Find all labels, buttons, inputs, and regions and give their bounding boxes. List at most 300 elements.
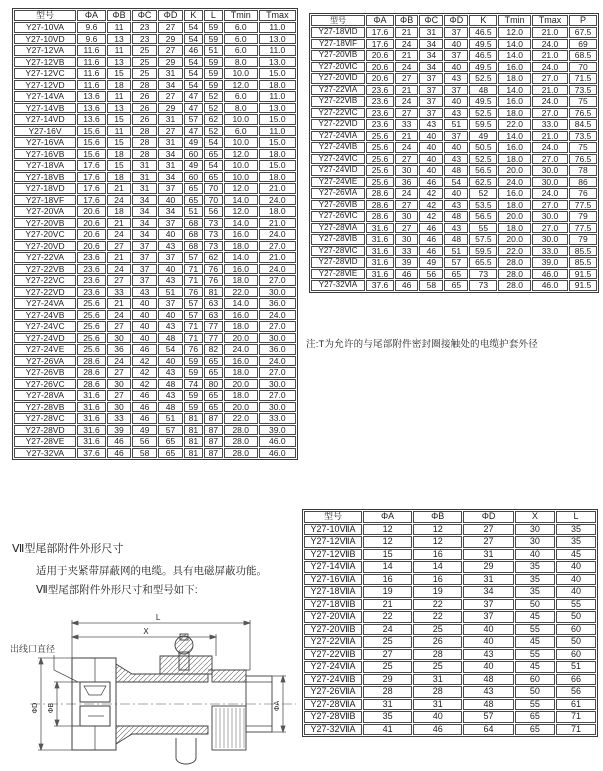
value-cell: 13.0 — [259, 57, 296, 68]
table-row — [14, 218, 296, 229]
value-cell: 54 — [184, 57, 203, 68]
value-cell: 37.6 — [366, 280, 394, 291]
model-cell: Y27-24ⅥA — [311, 131, 365, 142]
value-cell: 36 — [395, 177, 418, 188]
value-cell: 22.0 — [498, 246, 531, 257]
value-cell: 40 — [556, 586, 596, 598]
value-cell: 12.0 — [224, 183, 258, 194]
value-cell: 23.6 — [366, 119, 394, 130]
value-cell: 18 — [107, 149, 131, 160]
value-cell: 59 — [184, 367, 203, 378]
value-cell: 16.0 — [498, 96, 531, 107]
value-cell: 85.5 — [569, 257, 597, 268]
table-row — [304, 524, 596, 536]
model-cell: Y27-28ⅥA — [311, 223, 365, 234]
value-cell: 33.0 — [532, 119, 568, 130]
value-cell: 40 — [444, 188, 468, 199]
value-cell: 35 — [556, 524, 596, 536]
value-cell: 25.6 — [77, 344, 106, 355]
table-row — [14, 298, 296, 309]
value-cell: 59 — [204, 80, 223, 91]
table-row — [14, 137, 296, 148]
table-row — [14, 333, 296, 344]
value-cell: 28.0 — [224, 436, 258, 447]
value-cell: 18.0 — [224, 241, 258, 252]
value-cell: 31 — [132, 160, 157, 171]
value-cell: 73 — [469, 280, 497, 291]
value-cell: 12.0 — [498, 27, 531, 38]
value-cell: 24 — [395, 188, 418, 199]
model-cell: Y27-28VA — [14, 390, 76, 401]
value-cell: 81 — [184, 413, 203, 424]
value-cell: 61 — [556, 699, 596, 711]
value-cell: 30.0 — [259, 333, 296, 344]
value-cell: 70 — [569, 62, 597, 73]
section-title: Ⅶ型尾部附件外形尺寸 — [12, 543, 124, 555]
value-cell: 40 — [556, 574, 596, 586]
value-cell: 66 — [556, 674, 596, 686]
value-cell: 81 — [184, 448, 203, 459]
value-cell: 14.0 — [224, 218, 258, 229]
model-cell: Y27-24ⅥB — [311, 142, 365, 153]
value-cell: 22 — [413, 599, 462, 611]
value-cell: 37 — [132, 275, 157, 286]
table-row — [311, 108, 597, 119]
value-cell: 65 — [184, 183, 203, 194]
value-cell: 71 — [556, 724, 596, 736]
column-header: L — [204, 10, 223, 21]
value-cell: 48 — [158, 333, 183, 344]
value-cell: 15 — [107, 114, 131, 125]
value-cell: 81 — [184, 436, 203, 447]
value-cell: 20.0 — [498, 165, 531, 176]
value-cell: 17.6 — [77, 172, 106, 183]
value-cell: 15 — [107, 68, 131, 79]
value-cell: 17.6 — [77, 183, 106, 194]
value-cell: 27 — [395, 223, 418, 234]
table-row — [304, 711, 596, 723]
value-cell: 59 — [184, 402, 203, 413]
value-cell: 23.6 — [366, 85, 394, 96]
value-cell: 11.0 — [259, 91, 296, 102]
value-cell: 40 — [132, 333, 157, 344]
value-cell: 23.6 — [77, 252, 106, 263]
value-cell: 30.0 — [532, 211, 568, 222]
value-cell: 46.0 — [532, 280, 568, 291]
value-cell: 47 — [184, 126, 203, 137]
value-cell: 11.0 — [259, 22, 296, 33]
table-row — [14, 57, 296, 68]
value-cell: 79 — [569, 234, 597, 245]
dimension-table-v — [12, 8, 298, 460]
table-row — [14, 229, 296, 240]
value-cell: 21 — [107, 218, 131, 229]
value-cell: 27 — [107, 390, 131, 401]
value-cell: 18.0 — [498, 154, 531, 165]
value-cell: 27 — [363, 649, 412, 661]
value-cell: 56.5 — [469, 165, 497, 176]
value-cell: 54 — [444, 177, 468, 188]
value-cell: 54 — [184, 80, 203, 91]
value-cell: 37.6 — [77, 448, 106, 459]
column-header: 型号 — [304, 511, 362, 523]
table-row — [311, 177, 597, 188]
value-cell: 43 — [444, 73, 468, 84]
value-cell: 22.0 — [224, 287, 258, 298]
value-cell: 24 — [107, 195, 131, 206]
value-cell: 46 — [419, 223, 443, 234]
value-cell: 49 — [132, 425, 157, 436]
value-cell: 26 — [132, 103, 157, 114]
table-row — [14, 275, 296, 286]
value-cell: 48 — [444, 234, 468, 245]
value-cell: 57 — [158, 425, 183, 436]
value-cell: 40 — [158, 356, 183, 367]
value-cell: 87 — [204, 413, 223, 424]
value-cell: 30.0 — [532, 234, 568, 245]
value-cell: 12.0 — [224, 149, 258, 160]
value-cell: 24 — [395, 39, 418, 50]
table-row — [14, 390, 296, 401]
value-cell: 65 — [158, 436, 183, 447]
value-cell: 27 — [395, 108, 418, 119]
value-cell: 57 — [463, 711, 514, 723]
value-cell: 28.0 — [498, 269, 531, 280]
value-cell: 75 — [569, 96, 597, 107]
value-cell: 24 — [107, 310, 131, 321]
model-cell: Y27-26ⅥB — [311, 200, 365, 211]
value-cell: 28.6 — [366, 211, 394, 222]
value-cell: 36.0 — [259, 344, 296, 355]
value-cell: 59 — [204, 57, 223, 68]
value-cell: 31 — [158, 114, 183, 125]
value-cell: 21 — [395, 50, 418, 61]
value-cell: 31 — [158, 137, 183, 148]
value-cell: 28 — [132, 126, 157, 137]
value-cell: 12 — [413, 524, 462, 536]
value-cell: 35 — [556, 536, 596, 548]
value-cell: 30 — [515, 536, 555, 548]
column-header: 型号 — [311, 15, 365, 26]
value-cell: 28.6 — [366, 200, 394, 211]
model-cell: Y27-24ⅥE — [311, 177, 365, 188]
value-cell: 46 — [107, 448, 131, 459]
dim-label-l: L — [155, 613, 161, 622]
value-cell: 43 — [444, 154, 468, 165]
value-cell: 31 — [132, 183, 157, 194]
value-cell: 50 — [515, 686, 555, 698]
value-cell: 37 — [158, 183, 183, 194]
value-cell: 69 — [569, 39, 597, 50]
value-cell: 39 — [395, 257, 418, 268]
model-cell: Y27-22VB — [14, 264, 76, 275]
column-header: Tmax — [532, 15, 568, 26]
value-cell: 17.6 — [77, 160, 106, 171]
value-cell: 18.0 — [498, 73, 531, 84]
value-cell: 11 — [107, 91, 131, 102]
value-cell: 78 — [569, 165, 597, 176]
value-cell: 62 — [204, 114, 223, 125]
model-cell: Y27-22VC — [14, 275, 76, 286]
value-cell: 16.0 — [224, 310, 258, 321]
model-cell: Y27-16V — [14, 126, 76, 137]
table-row — [14, 80, 296, 91]
value-cell: 30 — [395, 165, 418, 176]
value-cell: 40 — [463, 661, 514, 673]
value-cell: 49.5 — [469, 39, 497, 50]
value-cell: 30 — [515, 524, 555, 536]
value-cell: 25.6 — [366, 177, 394, 188]
value-cell: 34 — [419, 62, 443, 73]
value-cell: 13.6 — [77, 103, 106, 114]
value-cell: 43 — [158, 390, 183, 401]
value-cell: 21.0 — [259, 183, 296, 194]
value-cell: 37 — [463, 611, 514, 623]
value-cell: 40 — [419, 131, 443, 142]
value-cell: 46 — [107, 436, 131, 447]
value-cell: 31.6 — [366, 269, 394, 280]
dimension-table-vi — [309, 13, 599, 293]
value-cell: 24.0 — [498, 177, 531, 188]
value-cell: 23.6 — [77, 275, 106, 286]
value-cell: 59.5 — [469, 246, 497, 257]
model-cell: Y27-28ⅦB — [304, 711, 362, 723]
value-cell: 40 — [463, 636, 514, 648]
model-cell: Y27-20VD — [14, 241, 76, 252]
value-cell: 50 — [556, 636, 596, 648]
value-cell: 11.6 — [77, 68, 106, 79]
value-cell: 29 — [158, 103, 183, 114]
value-cell: 57 — [444, 257, 468, 268]
model-cell: Y27-16VA — [14, 137, 76, 148]
value-cell: 24.0 — [532, 62, 568, 73]
value-cell: 15.6 — [77, 126, 106, 137]
value-cell: 81 — [204, 287, 223, 298]
dimension-x — [72, 634, 216, 656]
value-cell: 16.0 — [498, 188, 531, 199]
model-cell: Y27-18VF — [14, 195, 76, 206]
value-cell: 52.5 — [469, 73, 497, 84]
value-cell: 21 — [363, 599, 412, 611]
table-row — [14, 356, 296, 367]
value-cell: 31.6 — [77, 425, 106, 436]
column-header: ΦA — [363, 511, 412, 523]
value-cell: 42 — [419, 188, 443, 199]
value-cell: 28 — [132, 149, 157, 160]
value-cell: 63 — [204, 298, 223, 309]
value-cell: 11.6 — [77, 80, 106, 91]
value-cell: 27 — [395, 200, 418, 211]
column-header: ΦB — [413, 511, 462, 523]
table-row — [14, 206, 296, 217]
value-cell: 23 — [132, 34, 157, 45]
value-cell: 31 — [463, 574, 514, 586]
value-cell: 60 — [556, 649, 596, 661]
value-cell: 27 — [158, 22, 183, 33]
model-cell: Y27-18VB — [14, 172, 76, 183]
table-row — [311, 234, 597, 245]
value-cell: 25 — [132, 57, 157, 68]
value-cell: 18 — [107, 80, 131, 91]
value-cell: 37 — [419, 96, 443, 107]
model-cell: Y27-24VA — [14, 298, 76, 309]
dim-label-phi-b: ΦB — [47, 702, 55, 714]
table-note: 注:T为允许的与尾部附件密封圈接触处的电缆护套外径 — [306, 339, 538, 350]
table-row — [14, 114, 296, 125]
value-cell: 20.0 — [224, 379, 258, 390]
value-cell: 54 — [158, 344, 183, 355]
value-cell: 27 — [395, 154, 418, 165]
model-cell: Y27-24VB — [14, 310, 76, 321]
model-cell: Y27-18VA — [14, 160, 76, 171]
value-cell: 65 — [204, 356, 223, 367]
value-cell: 42 — [419, 200, 443, 211]
dim-label-phi-d: ΦD — [31, 702, 39, 714]
value-cell: 34 — [132, 229, 157, 240]
value-cell: 13 — [107, 57, 131, 68]
value-cell: 18.0 — [224, 367, 258, 378]
value-cell: 84.5 — [569, 119, 597, 130]
value-cell: 65 — [204, 172, 223, 183]
value-cell: 40 — [556, 561, 596, 573]
table-row — [14, 241, 296, 252]
value-cell: 87 — [204, 448, 223, 459]
backshell-drawing-svg — [8, 612, 300, 766]
value-cell: 6.0 — [224, 91, 258, 102]
value-cell: 54 — [184, 68, 203, 79]
model-cell: Y27-24ⅥC — [311, 154, 365, 165]
value-cell: 37 — [132, 264, 157, 275]
model-cell: Y27-32ⅥA — [311, 280, 365, 291]
table-row — [304, 536, 596, 548]
table-row — [311, 269, 597, 280]
value-cell: 87 — [204, 425, 223, 436]
value-cell: 27 — [395, 73, 418, 84]
value-cell: 15.6 — [77, 149, 106, 160]
value-cell: 60 — [556, 624, 596, 636]
model-cell: Y27-20ⅥC — [311, 62, 365, 73]
table-row — [14, 448, 296, 459]
table-row — [311, 142, 597, 153]
value-cell: 33.0 — [532, 246, 568, 257]
value-cell: 52.5 — [469, 154, 497, 165]
value-cell: 48 — [463, 674, 514, 686]
value-cell: 30.0 — [259, 402, 296, 413]
table-row — [311, 27, 597, 38]
value-cell: 13.6 — [77, 114, 106, 125]
value-cell: 65 — [204, 149, 223, 160]
value-cell: 71.5 — [569, 73, 597, 84]
value-cell: 60 — [184, 149, 203, 160]
value-cell: 40 — [444, 62, 468, 73]
value-cell: 73 — [204, 241, 223, 252]
value-cell: 46.5 — [469, 27, 497, 38]
value-cell: 24 — [363, 624, 412, 636]
value-cell: 21.0 — [532, 27, 568, 38]
table-row — [311, 223, 597, 234]
value-cell: 70 — [204, 195, 223, 206]
table-row — [14, 45, 296, 56]
model-cell: Y27-14VA — [14, 91, 76, 102]
value-cell: 12.0 — [224, 206, 258, 217]
value-cell: 24 — [107, 356, 131, 367]
value-cell: 55 — [515, 699, 555, 711]
value-cell: 77.5 — [569, 200, 597, 211]
value-cell: 33 — [107, 413, 131, 424]
value-cell: 46 — [419, 177, 443, 188]
value-cell: 31.6 — [77, 436, 106, 447]
model-cell: Y27-24VE — [14, 344, 76, 355]
value-cell: 14 — [363, 561, 412, 573]
table-row — [311, 188, 597, 199]
value-cell: 67.5 — [569, 27, 597, 38]
value-cell: 49 — [419, 257, 443, 268]
value-cell: 20.6 — [366, 62, 394, 73]
model-cell: Y27-20VB — [14, 218, 76, 229]
value-cell: 20.0 — [224, 402, 258, 413]
value-cell: 31 — [158, 68, 183, 79]
value-cell: 21 — [395, 85, 418, 96]
value-cell: 40 — [158, 229, 183, 240]
column-header: Tmin — [498, 15, 531, 26]
table-row — [14, 91, 296, 102]
value-cell: 57.5 — [469, 234, 497, 245]
value-cell: 71 — [556, 711, 596, 723]
value-cell: 8.0 — [224, 103, 258, 114]
value-cell: 25 — [132, 45, 157, 56]
model-cell: Y27-18ⅦA — [304, 586, 362, 598]
value-cell: 25 — [363, 636, 412, 648]
value-cell: 34 — [158, 80, 183, 91]
value-cell: 40 — [463, 624, 514, 636]
value-cell: 65 — [204, 367, 223, 378]
value-cell: 34 — [132, 206, 157, 217]
value-cell: 13.0 — [259, 34, 296, 45]
value-cell: 49 — [184, 137, 203, 148]
value-cell: 11.0 — [259, 126, 296, 137]
value-cell: 71 — [184, 264, 203, 275]
value-cell: 24.0 — [224, 344, 258, 355]
value-cell: 37 — [158, 298, 183, 309]
value-cell: 24.0 — [259, 356, 296, 367]
value-cell: 18.0 — [259, 206, 296, 217]
value-cell: 31.6 — [366, 223, 394, 234]
table-row — [14, 287, 296, 298]
value-cell: 51 — [158, 413, 183, 424]
value-cell: 35 — [515, 586, 555, 598]
value-cell: 14.0 — [224, 252, 258, 263]
model-cell: Y27-22ⅦB — [304, 649, 362, 661]
table-row — [304, 674, 596, 686]
value-cell: 10.0 — [224, 68, 258, 79]
value-cell: 55 — [515, 649, 555, 661]
model-cell: Y27-26ⅥA — [311, 188, 365, 199]
value-cell: 56 — [204, 206, 223, 217]
value-cell: 51 — [158, 287, 183, 298]
value-cell: 12.0 — [224, 80, 258, 91]
value-cell: 36 — [107, 344, 131, 355]
table-row — [14, 183, 296, 194]
value-cell: 59 — [204, 68, 223, 79]
value-cell: 46 — [395, 280, 418, 291]
value-cell: 14 — [413, 561, 462, 573]
value-cell: 55 — [515, 624, 555, 636]
model-cell: Y27-22ⅥD — [311, 119, 365, 130]
model-cell: Y27-24ⅦA — [304, 661, 362, 673]
value-cell: 24 — [395, 142, 418, 153]
value-cell: 15 — [107, 160, 131, 171]
value-cell: 40 — [132, 298, 157, 309]
